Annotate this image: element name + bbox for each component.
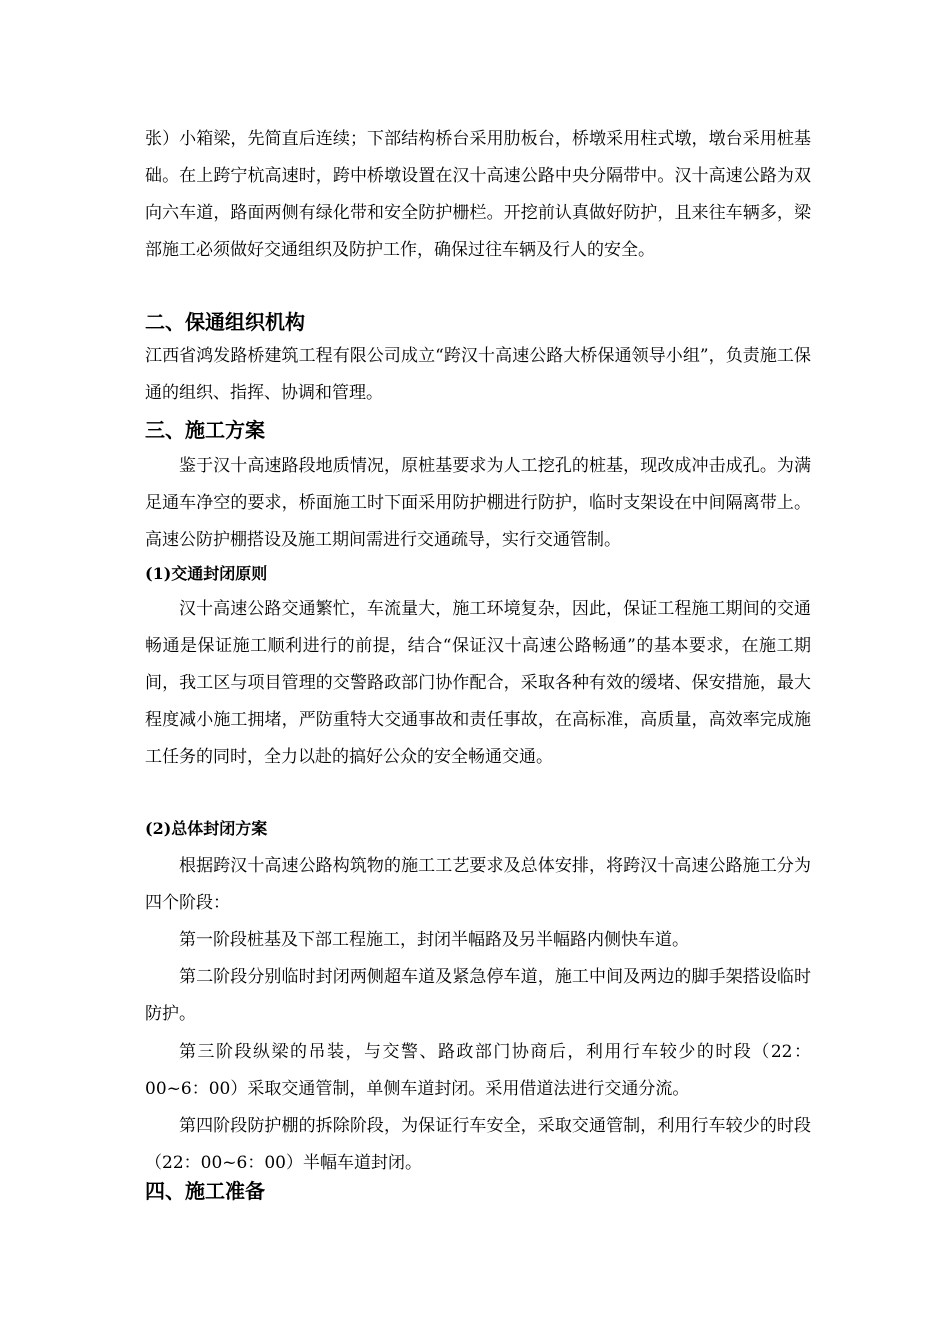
heading-construction-plan: 三、施工方案 [145,418,265,442]
paragraph-stage-four: 第四阶段防护棚的拆除阶段，为保证行车安全，采取交通管制，利用行车较少的时段（22：00~6：00）半幅车道封闭。 [145,1116,811,1173]
heading-closure-principle: (1)交通封闭原则 [145,564,268,583]
heading-construction-preparation: 四、施工准备 [145,1179,265,1203]
paragraph-stage-two: 第二阶段分别临时封闭两侧超车道及紧急停车道，施工中间及两边的脚手架搭设临时防护。 [145,967,811,1024]
paragraph-plan-overview: 鉴于汉十高速路段地质情况，原桩基要求为人工挖孔的桩基，现改成冲击成孔。为满足通车净空的要求，桥面施工时下面采用防护棚进行防护，临时支架设在中间隔离带上。高速公防护棚搭设及施工期间需进行交通疏导，实行交通管制。 [145,456,811,550]
paragraph-organization: 江西省鸿发路桥建筑工程有限公司成立“跨汉十高速公路大桥保通领导小组”，负责施工保通的组织、指挥、协调和管理。 [145,346,811,403]
paragraph-stage-one: 第一阶段桩基及下部工程施工，封闭半幅路及另半幅路内侧快车道。 [179,930,689,950]
heading-traffic-organization: 二、保通组织机构 [145,310,305,334]
paragraph-closure-principle: 汉十高速公路交通繁忙，车流量大，施工环境复杂，因此，保证工程施工期间的交通畅通是保证施工顺利进行的前提，结合“保证汉十高速公路畅通”的基本要求，在施工期间，我工区与项目管理的交警路政部门协作配合，采取各种有效的缓堵、保安措施，最大程度减小施工拥堵，严防重特大交通事故和责任事故，在高标准，高质量，高效率完成施工任务的同时，全力以赴的搞好公众的安全畅通交通。 [145,599,811,767]
paragraph-four-stages: 根据跨汉十高速公路构筑物的施工工艺要求及总体安排，将跨汉十高速公路施工分为四个阶段： [145,856,811,913]
heading-overall-closure: (2)总体封闭方案 [145,819,268,838]
paragraph-bridge-structure: 张）小箱梁，先简直后连续；下部结构桥台采用肋板台，桥墩采用柱式墩，墩台采用桩基础。在上跨宁杭高速时，跨中桥墩设置在汉十高速公路中央分隔带中。汉十高速公路为双向六车道，路面两侧有绿化带和安全防护栅栏。开挖前认真做好防护，且来往车辆多，梁部施工必须做好交通组织及防护工作，确保过往车辆及行人的安全。 [145,129,811,260]
paragraph-stage-three: 第三阶段纵梁的吊装，与交警、路政部门协商后，利用行车较少的时段（22：00~6：00）采取交通管制，单侧车道封闭。采用借道法进行交通分流。 [145,1042,811,1099]
